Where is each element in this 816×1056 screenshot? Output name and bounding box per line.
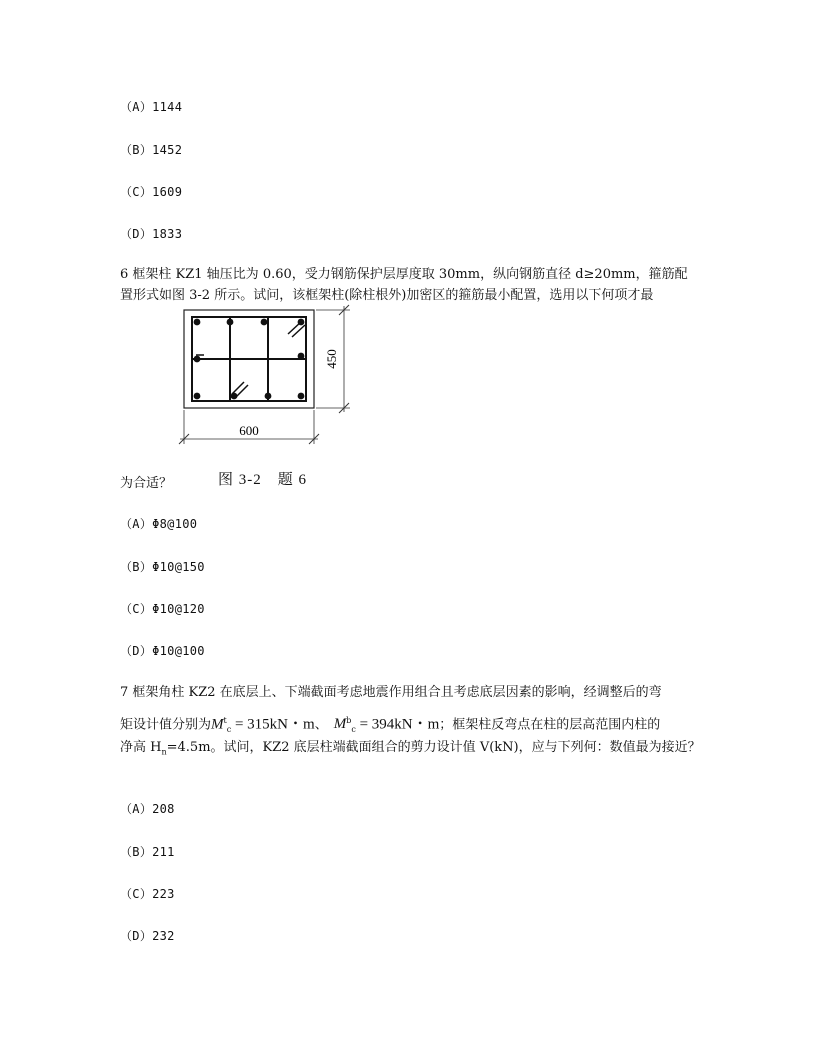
moment-bottom-sup: b [346, 716, 352, 725]
rebar [194, 356, 201, 363]
moment-bottom-sub: c [351, 724, 356, 734]
question-6-line-3: 为合适？ [120, 476, 173, 491]
option-b: （B）1452 [120, 143, 183, 157]
option-c: （C）Φ10@120 [120, 602, 205, 616]
line-2-suffix: ；框架柱反弯点在柱的层高范围内柱的 [439, 717, 661, 733]
option-c: （C）1609 [120, 185, 183, 199]
question-6-line-2: 置形式如图 3-2 所示。试问，该框架柱(除柱根外)加密区的箍筋最小配置，选用以下何项才最 [120, 288, 654, 303]
rebar [227, 319, 234, 326]
rebar [194, 319, 201, 326]
dim-width-label: 600 [239, 423, 259, 438]
moment-top-symbol: M [211, 716, 224, 733]
option-b: （B）Φ10@150 [120, 560, 205, 574]
separator: 、 [314, 717, 328, 733]
rebar [298, 393, 305, 400]
line-2-prefix: 矩设计值分别为 [120, 717, 212, 733]
column-section-drawing [170, 298, 360, 468]
line-3-prefix: 净高 H [120, 740, 162, 755]
moment-top-value: = 315kN・m [231, 716, 315, 733]
column-section-figure [170, 298, 360, 472]
moment-bottom-symbol: M [333, 716, 347, 733]
option-d: （D）232 [120, 929, 175, 943]
option-d: （D）Φ10@100 [120, 644, 205, 658]
line-3-suffix: =4.5m。试问，KZ2 底层柱端截面组合的剪力设计值 V(kN)，应与下列何：数值最为接近？ [166, 740, 701, 755]
question-7-line-1: 7 框架角柱 KZ2 在底层上、下端截面考虑地震作用组合且考虑底层因素的影响，经调整后的弯 [120, 685, 662, 700]
rebar [298, 353, 305, 360]
hook-bottom-b [236, 385, 248, 397]
hook-top-right-b [292, 325, 305, 337]
line-3-sub: n [161, 747, 167, 757]
rebar [231, 393, 238, 400]
option-b: （B）211 [120, 845, 175, 859]
figure-caption: 图 3-2 题 6 [218, 472, 307, 488]
question-6-line-1: 6 框架柱 KZ1 轴压比为 0.60，受力钢筋保护层厚度取 30mm，纵向钢筋直径 d≥20mm，箍筋配 [120, 267, 688, 282]
moment-bottom-value: = 394kN・m [355, 716, 440, 733]
option-a: （A）208 [120, 802, 175, 816]
option-a: （A）1144 [120, 100, 183, 114]
rebar [265, 393, 272, 400]
moment-top-sub: c [226, 724, 232, 734]
question-7-line-2 [120, 710, 740, 740]
hook-bottom-a [232, 382, 244, 394]
option-d: （D）1833 [120, 227, 183, 241]
rebar [261, 319, 268, 326]
moment-top-sup: t [223, 716, 227, 725]
option-a: （A）Φ8@100 [120, 517, 198, 531]
option-c: （C）223 [120, 887, 175, 901]
rebar [194, 393, 201, 400]
dim-height-label: 450 [324, 349, 339, 369]
rebar [298, 319, 305, 326]
question-7-line-3 [120, 737, 760, 763]
